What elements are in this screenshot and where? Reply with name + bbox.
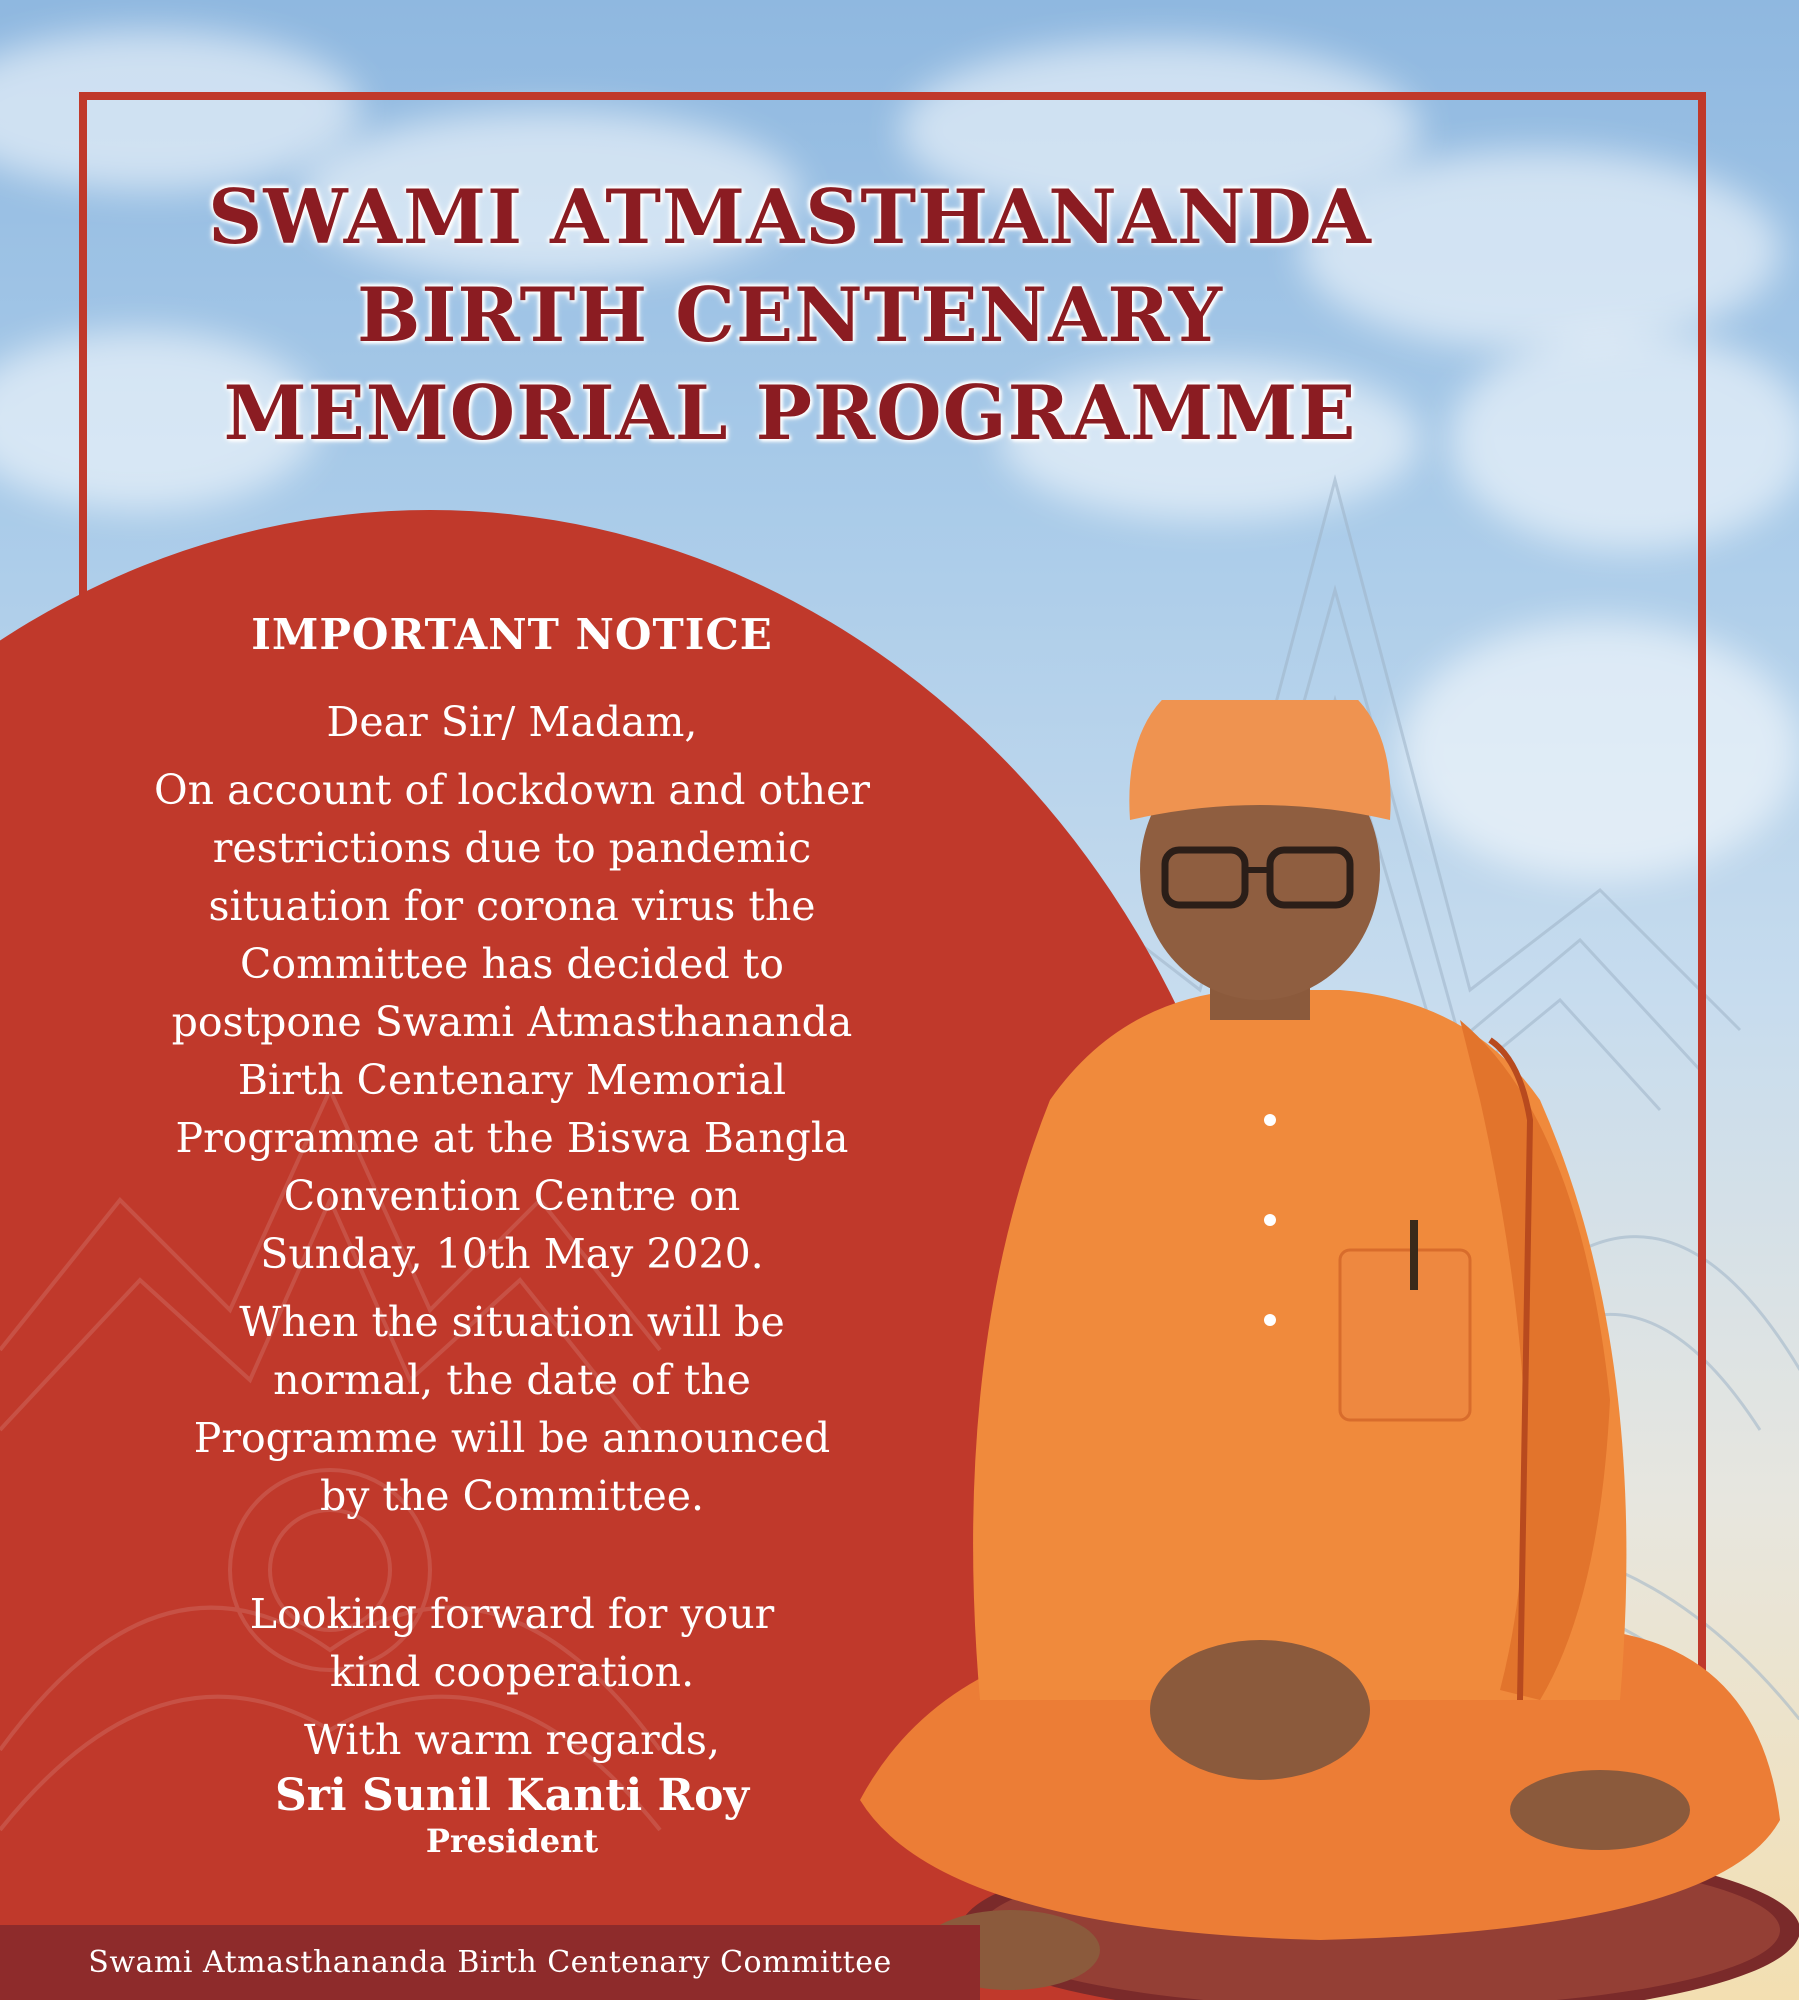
body-line: Convention Centre on: [283, 1172, 741, 1220]
body-line: by the Committee.: [319, 1472, 705, 1520]
signer-role: President: [425, 1822, 599, 1860]
body-line: Programme will be announced: [193, 1414, 831, 1462]
regards-text: With warm regards,: [304, 1716, 720, 1764]
body-line: On account of lockdown and other: [154, 766, 870, 814]
body-line: Programme at the Biswa Bangla: [175, 1114, 849, 1162]
body-line: restrictions due to pandemic: [212, 824, 812, 872]
body-line: Sunday, 10th May 2020.: [260, 1230, 764, 1278]
body-line: Committee has decided to: [240, 940, 784, 988]
title-line: SWAMI ATMASTHANANDA: [208, 173, 1372, 261]
closing-line: Looking forward for your: [249, 1590, 775, 1638]
title-line: MEMORIAL PROGRAMME: [223, 369, 1357, 457]
notice-heading: IMPORTANT NOTICE: [251, 610, 773, 659]
body-line: Birth Centenary Memorial: [237, 1056, 787, 1104]
page-title: [140, 168, 1440, 462]
body-line: normal, the date of the: [273, 1356, 751, 1404]
body-line: postpone Swami Atmasthananda: [171, 998, 853, 1046]
closing-line: kind cooperation.: [329, 1648, 695, 1696]
footer-committee-name: Swami Atmasthananda Birth Centenary Committee: [0, 1925, 980, 2000]
title-line: BIRTH CENTENARY: [357, 271, 1223, 359]
body-line: When the situation will be: [239, 1298, 785, 1346]
body-line: situation for corona virus the: [208, 882, 816, 930]
salutation: Dear Sir/ Madam,: [326, 698, 698, 746]
monk-portrait-image: [820, 700, 1799, 2000]
signer-name: Sri Sunil Kanti Roy: [274, 1770, 750, 1821]
